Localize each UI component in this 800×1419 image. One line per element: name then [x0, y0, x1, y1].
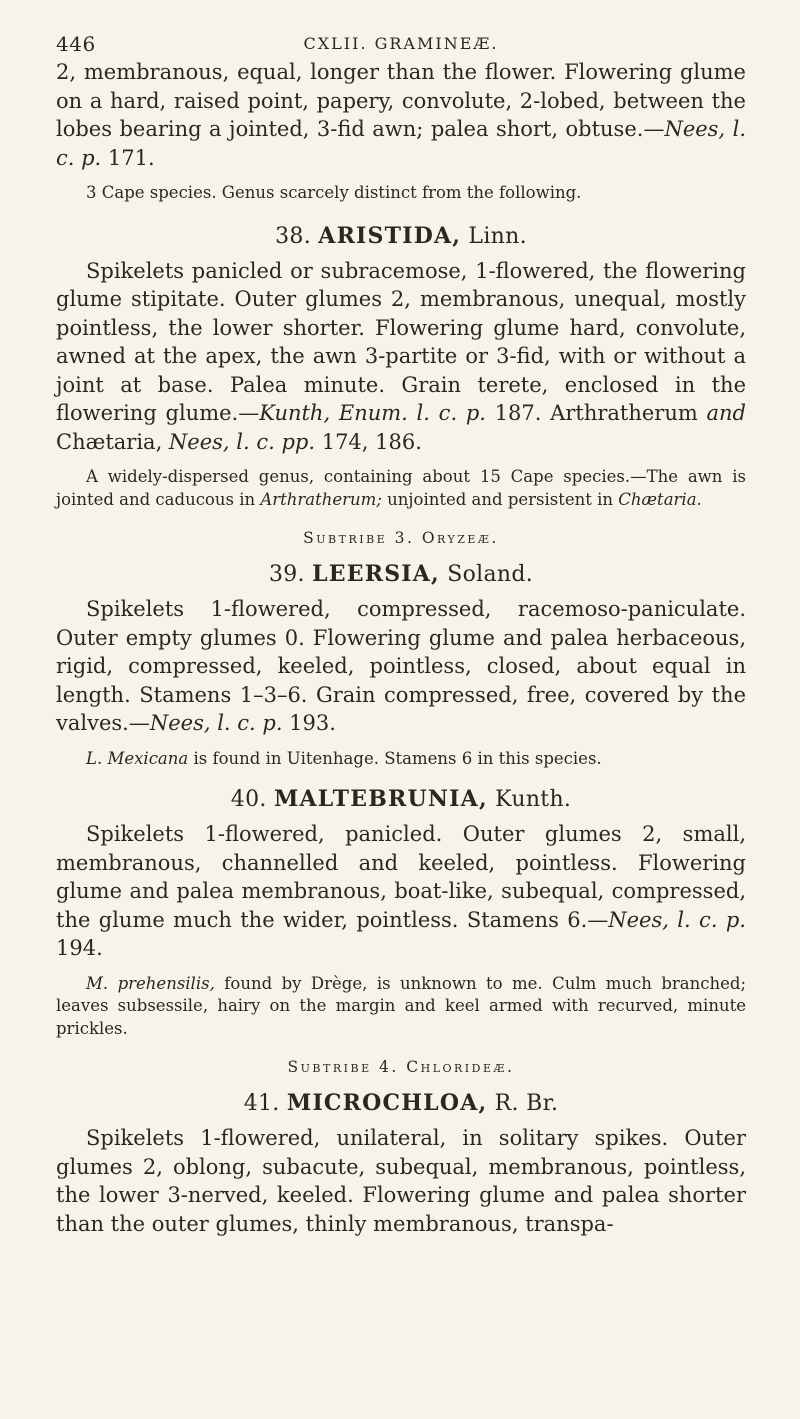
subtribe-heading-3: Subtribe 3. Oryzeæ.: [303, 529, 499, 547]
continued-note: 3 Cape species. Genus scarcely distinct from the following.: [86, 183, 582, 202]
genus-description-microchloa: Spikelets 1-flowered, unilateral, in solitary spikes. Outer glumes 2, oblong, subacute, subequal, membranous, pointless, the lower 3-nerved, keeled. Flowering glume and palea shorter than the outer glumes, thinly membranous, transpa-: [56, 1126, 746, 1236]
running-head: CXLII. GRAMINEÆ.: [303, 34, 499, 53]
genus-heading-microchloa: 41. MICROCHLOA, R. Br.: [243, 1090, 559, 1116]
genus-description-leersia: Spikelets 1-flowered, compressed, racemoso-paniculate. Outer empty glumes 0. Flowering glume and palea herbaceous, rigid, compressed, keeled, pointless, closed, about equal in length. Stamens 1–3–6. Grain compressed, free, covered by the valves.—Nees, l. c. p. 193.: [56, 597, 746, 735]
genus-heading-maltebrunia: 40. MALTEBRUNIA, Kunth.: [230, 786, 572, 812]
subtribe-heading-4: Subtribe 4. Chlorideæ.: [287, 1058, 515, 1076]
genus-note-aristida: A widely-dispersed genus, containing about 15 Cape species.—The awn is jointed and caducous in Arthratherum; unjointed and persistent in Chætaria.: [56, 467, 746, 509]
genus-heading-leersia: 39. LEERSIA, Soland.: [268, 561, 534, 587]
genus-heading-aristida: 38. ARISTIDA, Linn.: [275, 222, 527, 249]
genus-note-leersia: L. Mexicana is found in Uitenhage. Stamens 6 in this species.: [86, 748, 602, 768]
page-header: [56, 0, 746, 58]
genus-description-aristida: Spikelets panicled or subracemose, 1-flowered, the flowering glume stipitate. Outer glumes 2, membranous, unequal, mostly pointless, the lower shorter. Flowering glume hard, convolute, awned at the apex, the awn 3-partite or 3-fid, with or without a joint at base. Palea minute. Grain terete, enclosed in the flowering glume.—Kunth, Enum. l. c. p. 187. Arthratherum and Chætaria, Nees, l. c. pp. 174, 186.: [56, 258, 747, 454]
page: [56, 0, 746, 1238]
continued-description: 2, membranous, equal, longer than the flower. Flowering glume on a hard, raised point, papery, convolute, 2-lobed, between the lobes bearing a jointed, 3-fid awn; palea short, obtuse.—Nees, l. c. p. 171.: [56, 60, 746, 170]
page-number: 446: [56, 32, 96, 56]
genus-note-maltebrunia: M. prehensilis, found by Drège, is unknown to me. Culm much branched; leaves subsessile, hairy on the margin and keel armed with recurved, minute prickles.: [56, 973, 746, 1038]
genus-description-maltebrunia: Spikelets 1-flowered, panicled. Outer glumes 2, small, membranous, channelled and keeled, pointless. Flowering glume and palea membranous, boat-like, subequal, compressed, the glume much the wider, pointless. Stamens 6.—Nees, l. c. p. 194.: [56, 822, 746, 960]
